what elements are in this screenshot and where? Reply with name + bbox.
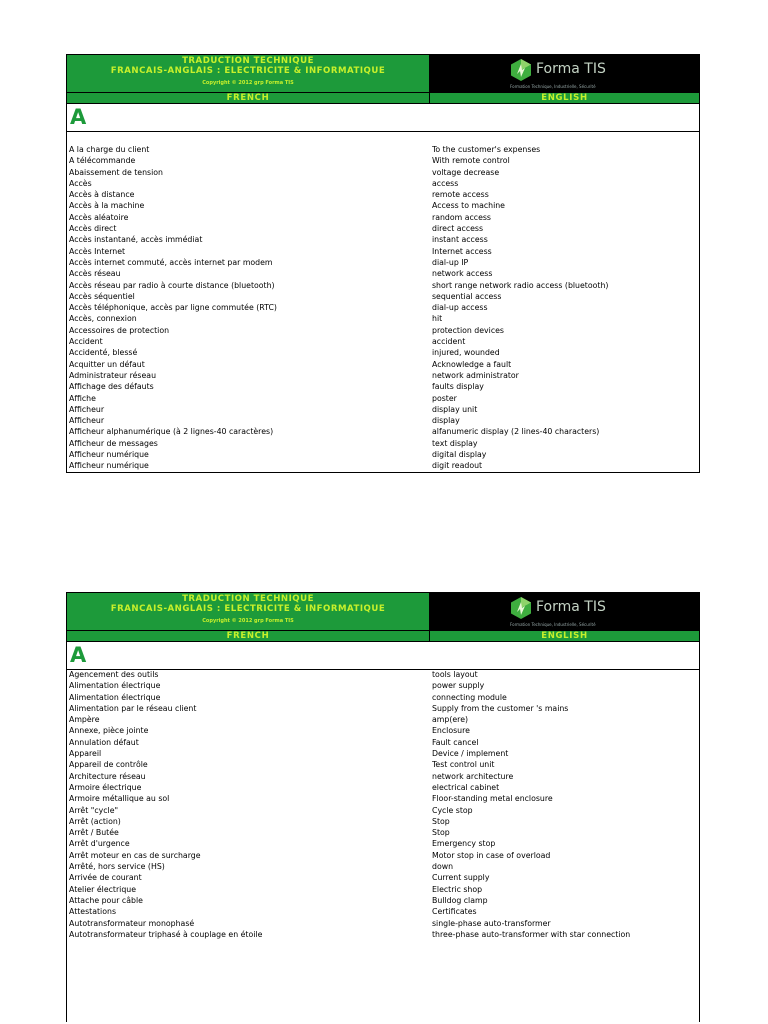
french-term: Affichage des défauts [69, 382, 154, 392]
section-letter: A [70, 643, 87, 667]
english-term: dial-up IP [432, 257, 469, 267]
french-term: Agencement des outils [69, 670, 159, 679]
glossary-entry-row [69, 460, 697, 471]
english-term: digit readout [432, 461, 483, 471]
glossary-entry-row [69, 313, 697, 324]
english-term: Enclosure [432, 726, 470, 736]
english-term: faults display [432, 382, 484, 392]
french-term: Afficheur [69, 404, 105, 414]
french-term: Autotransformateur triphasé à couplage en étoile [69, 929, 263, 939]
english-term: Bulldog clamp [432, 895, 488, 905]
glossary-entry-row [69, 714, 697, 725]
glossary-entry-row [69, 692, 697, 703]
english-term: sequential access [432, 291, 502, 301]
english-term: To the customer's expenses [432, 145, 541, 154]
french-term: Accès réseau par radio à courte distance (bluetooth) [69, 280, 275, 290]
glossary-entry-row [69, 838, 697, 849]
english-term: Fault cancel [432, 737, 479, 747]
english-term: access [432, 178, 459, 188]
english-term: random access [432, 212, 491, 222]
english-term: Device / implement [432, 749, 509, 759]
glossary-entry-row [69, 336, 697, 347]
column-header-french: FRENCH [67, 631, 430, 641]
english-term: digital display [432, 450, 487, 460]
logo-block [430, 55, 699, 92]
glossary-entry-row [69, 895, 697, 906]
page-header [67, 593, 699, 630]
english-term: display [432, 416, 460, 426]
glossary-entry-row [69, 223, 697, 234]
english-term: direct access [432, 224, 484, 234]
french-term: Arrêt (action) [69, 816, 121, 826]
english-term: Stop [432, 816, 450, 826]
french-term: Appareil de contrôle [69, 760, 148, 770]
glossary-entry-row [69, 929, 697, 940]
glossary-entry-row [69, 816, 697, 827]
forma-tis-logo-icon [510, 597, 532, 619]
english-term: network administrator [432, 370, 519, 380]
french-term: Arrêt "cycle" [69, 805, 119, 815]
glossary-entry-row [69, 359, 697, 370]
english-term: Floor-standing metal enclosure [432, 794, 553, 804]
english-term: Acknowledge a fault [432, 359, 512, 369]
logo-wordmark: Forma TIS [536, 599, 606, 615]
french-term: Afficheur de messages [69, 438, 158, 448]
logo-wordmark: Forma TIS [536, 61, 606, 77]
column-header-bar [67, 630, 699, 642]
english-term: Emergency stop [432, 839, 496, 849]
glossary-entry-row [69, 737, 697, 748]
french-term: Accès à distance [69, 190, 135, 200]
forma-tis-logo-icon [510, 59, 532, 81]
french-term: Acquitter un défaut [69, 359, 145, 369]
french-term: Afficheur numérique [69, 461, 149, 471]
french-term: Arrêt d'urgence [69, 839, 130, 849]
english-term: instant access [432, 235, 488, 245]
title-block [67, 55, 430, 92]
french-term: Accès [69, 178, 92, 188]
french-term: Annexe, pièce jointe [69, 726, 149, 736]
french-term: Affiche [69, 393, 96, 403]
french-term: Alimentation électrique [69, 692, 161, 702]
glossary-entry-row [69, 861, 697, 872]
french-term: Accès internet commuté, accès internet par modem [69, 257, 273, 267]
section-letter: A [70, 105, 87, 129]
french-term: Accès téléphonique, accès par ligne commutée (RTC) [69, 303, 277, 313]
english-term: protection devices [432, 325, 504, 335]
english-term: hit [432, 314, 443, 324]
french-term: Annulation défaut [69, 737, 139, 747]
french-term: A la charge du client [69, 145, 150, 154]
logo-tagline: Formation Technique, Industrielle, Sécurité [510, 84, 596, 89]
glossary-entry-row [69, 771, 697, 782]
french-term: Accidenté, blessé [69, 348, 138, 358]
glossary-entry-row [69, 782, 697, 793]
glossary-entry-row [69, 669, 697, 680]
french-term: Abaissement de tension [69, 167, 163, 177]
french-term: Armoire métallique au sol [69, 794, 170, 804]
glossary-entry-row [69, 449, 697, 460]
glossary-entry-row [69, 393, 697, 404]
glossary-entry-row [69, 200, 697, 211]
glossary-entry-row [69, 872, 697, 883]
french-term: Administrateur réseau [69, 370, 157, 380]
english-term: With remote control [432, 156, 510, 166]
column-header-english: ENGLISH [541, 93, 588, 103]
french-term: Afficheur numérique [69, 450, 149, 460]
english-term: connecting module [432, 692, 507, 702]
english-term: single-phase auto-transformer [432, 918, 551, 928]
glossary-entry-row [69, 759, 697, 770]
glossary-entry-row [69, 291, 697, 302]
glossary-entry-row [69, 827, 697, 838]
french-term: Attestations [69, 907, 117, 917]
glossary-entry-row [69, 748, 697, 759]
glossary-entry-row [69, 189, 697, 200]
glossary-entry-row [69, 438, 697, 449]
glossary-entry-row [69, 884, 697, 895]
glossary-entry-row [69, 725, 697, 736]
french-term: Accès Internet [69, 246, 126, 256]
english-term: Test control unit [432, 760, 495, 770]
english-term: alfanumeric display (2 lines-40 characters) [432, 427, 600, 437]
french-term: Accident [69, 337, 103, 347]
glossary-entry-row [69, 257, 697, 268]
french-term: A télécommande [69, 156, 136, 166]
glossary-entry-row [69, 906, 697, 917]
glossary-entry-row [69, 793, 697, 804]
glossary-entry-row [69, 850, 697, 861]
page-header [67, 55, 699, 92]
french-term: Ampère [69, 715, 100, 725]
french-term: Atelier électrique [69, 884, 137, 894]
glossary-entry-row [69, 370, 697, 381]
english-term: Cycle stop [432, 805, 473, 815]
glossary-entry-row [69, 178, 697, 189]
french-term: Autotransformateur monophasé [69, 918, 195, 928]
english-term: accident [432, 337, 466, 347]
french-term: Afficheur [69, 416, 105, 426]
french-term: Alimentation électrique [69, 681, 161, 691]
french-term: Accès à la machine [69, 201, 145, 211]
french-term: Accès direct [69, 224, 117, 234]
glossary-entry-row [69, 234, 697, 245]
glossary-entry-row [69, 212, 697, 223]
english-term: remote access [432, 190, 489, 200]
entries-list [69, 144, 697, 472]
english-term: Supply from the customer 's mains [432, 703, 569, 713]
english-term: Current supply [432, 873, 490, 883]
section-letter-row [67, 642, 699, 670]
english-term: tools layout [432, 670, 478, 679]
french-term: Afficheur alphanumérique (à 2 lignes-40 caractères) [69, 427, 274, 437]
english-term: Motor stop in case of overload [432, 850, 551, 860]
glossary-entry-row [69, 404, 697, 415]
glossary-entry-row [69, 381, 697, 392]
glossary-entry-row [69, 144, 697, 155]
glossary-page-1 [66, 54, 700, 473]
english-term: three-phase auto-transformer with star connection [432, 929, 631, 939]
logo-block [430, 593, 699, 630]
column-header-english: ENGLISH [541, 631, 588, 641]
glossary-entry-row [69, 167, 697, 178]
glossary-entry-row [69, 246, 697, 257]
english-term: poster [432, 393, 457, 403]
french-term: Accès aléatoire [69, 212, 129, 222]
column-header-bar [67, 92, 699, 104]
english-term: Electric shop [432, 884, 483, 894]
english-term: down [432, 862, 454, 872]
entries-list [69, 669, 697, 940]
english-term: dial-up access [432, 303, 488, 313]
glossary-entry-row [69, 680, 697, 691]
english-term: display unit [432, 404, 478, 414]
glossary-entry-row [69, 426, 697, 437]
english-term: Internet access [432, 246, 492, 256]
glossary-page-2 [66, 592, 700, 1022]
copyright-text: Copyright © 2012 grp Forma TIS [202, 80, 294, 86]
glossary-entry-row [69, 280, 697, 291]
glossary-entry-row [69, 155, 697, 166]
english-term: power supply [432, 681, 485, 691]
glossary-entry-row [69, 703, 697, 714]
glossary-entry-row [69, 302, 697, 313]
english-term: electrical cabinet [432, 782, 500, 792]
english-term: text display [432, 438, 478, 448]
french-term: Arrêt moteur en cas de surcharge [69, 850, 201, 860]
english-term: amp(ere) [432, 715, 469, 725]
english-term: voltage decrease [432, 167, 500, 177]
english-term: Certificates [432, 907, 477, 917]
english-term: short range network radio access (bluetooth) [432, 280, 609, 290]
section-letter-row [67, 104, 699, 132]
title-line-2: FRANCAIS-ANGLAIS : ELECTRICITE & INFORMATIQUE [110, 604, 386, 614]
title-line-1: TRADUCTION TECHNIQUE [182, 594, 314, 604]
english-term: Stop [432, 828, 450, 838]
english-term: Access to machine [432, 201, 505, 211]
french-term: Arrêté, hors service (HS) [69, 862, 165, 872]
english-term: network access [432, 269, 493, 279]
glossary-entry-row [69, 805, 697, 816]
french-term: Arrêt / Butée [69, 828, 119, 838]
french-term: Accès réseau [69, 269, 121, 279]
french-term: Accès instantané, accès immédiat [69, 235, 203, 245]
glossary-entry-row [69, 268, 697, 279]
logo-tagline: Formation Technique, Industrielle, Sécurité [510, 622, 596, 627]
title-line-2: FRANCAIS-ANGLAIS : ELECTRICITE & INFORMATIQUE [110, 66, 386, 76]
french-term: Accès, connexion [69, 314, 137, 324]
title-line-1: TRADUCTION TECHNIQUE [182, 56, 314, 66]
english-term: injured, wounded [432, 348, 500, 358]
glossary-entry-row [69, 325, 697, 336]
column-header-french: FRENCH [67, 93, 430, 103]
title-block [67, 593, 430, 630]
glossary-entry-row [69, 347, 697, 358]
french-term: Arrivée de courant [69, 873, 142, 883]
french-term: Accès séquentiel [69, 291, 135, 301]
french-term: Accessoires de protection [69, 325, 170, 335]
french-term: Architecture réseau [69, 771, 146, 781]
french-term: Alimentation par le réseau client [69, 703, 197, 713]
french-term: Armoire électrique [69, 782, 142, 792]
copyright-text: Copyright © 2012 grp Forma TIS [202, 618, 294, 624]
english-term: network architecture [432, 771, 514, 781]
french-term: Appareil [69, 749, 102, 759]
glossary-entry-row [69, 415, 697, 426]
glossary-entry-row [69, 918, 697, 929]
french-term: Attache pour câble [69, 895, 143, 905]
